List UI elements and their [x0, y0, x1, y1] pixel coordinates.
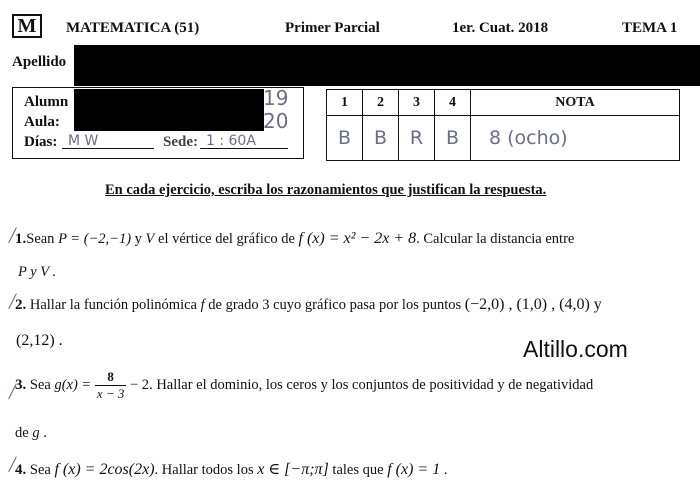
grade-mark-3: R	[399, 116, 435, 161]
grade-header-nota: NOTA	[471, 90, 680, 116]
alumno-label: Alumn	[24, 94, 69, 110]
exercise-1-line2: P y V .	[18, 264, 57, 280]
apellido-label: Apellido	[12, 54, 67, 70]
exercise-4-function: f (x) = 2cos(2x)	[54, 461, 155, 478]
exercise-1	[15, 230, 574, 248]
exercise-4-number: 4.	[15, 462, 27, 478]
check-mark-4: /	[7, 451, 18, 479]
exercise-1-text-c: y	[131, 231, 146, 247]
exercise-2-f: f	[200, 297, 205, 313]
exercise-3-fraction	[95, 369, 127, 402]
exam-code: M	[17, 15, 37, 37]
exercise-2-number: 2.	[15, 297, 27, 313]
exam-code-box	[12, 14, 42, 38]
check-mark-2: /	[7, 288, 18, 316]
exercise-1-text-e: el vértice del gráfico de	[154, 231, 299, 247]
exercise-4-interval: x ∈ [−π;π]	[257, 461, 329, 478]
subject-title: MATEMATICA (51)	[66, 20, 200, 36]
dias-handwritten: M W	[68, 133, 99, 149]
grade-nota: 8 (ocho)	[471, 116, 680, 161]
grade-header-2: 2	[363, 90, 399, 116]
exercise-3-number: 3.	[15, 376, 27, 393]
exercise-2-line2: (2,12) .	[16, 332, 63, 349]
alumno-handwritten: 19	[263, 86, 289, 110]
grade-header-3: 3	[399, 90, 435, 116]
exercise-4	[15, 459, 447, 479]
redaction-student	[74, 89, 264, 131]
fraction-denominator: x − 3	[96, 386, 125, 401]
exercise-3-text-a: Sea	[26, 376, 55, 393]
exercise-2-text-c: de grado 3 cuyo gráfico pasa por los puntos	[204, 297, 465, 313]
aula-label: Aula:	[24, 114, 60, 130]
term: 1er. Cuat. 2018	[452, 20, 549, 36]
watermark: Altillo.com	[523, 336, 628, 362]
exercise-1-function: f (x) = x² − 2x + 8	[298, 230, 417, 247]
grade-mark-1: B	[327, 116, 363, 161]
exercise-4-equation: f (x) = 1	[387, 461, 441, 478]
exercise-3-line2-a: de	[15, 425, 33, 441]
exercise-1-v: V	[145, 231, 155, 247]
exam-name: Primer Parcial	[285, 20, 380, 36]
aula-handwritten: 20	[263, 109, 289, 133]
grade-mark-4: B	[435, 116, 471, 161]
dias-label: Días:	[24, 134, 58, 150]
check-mark-3: /	[7, 378, 18, 406]
fraction-numerator: 8	[95, 369, 127, 386]
exercise-3-text-d: . Hallar el dominio, los ceros y los conjuntos de positividad y de negatividad	[149, 376, 594, 393]
grade-header-row	[327, 90, 680, 116]
exercise-3-line2-c: .	[39, 425, 47, 441]
exercise-3-line2-g: g	[32, 425, 40, 441]
exercise-1-number: 1.	[15, 231, 27, 247]
exercise-3-line2	[15, 425, 47, 442]
grade-header-4: 4	[435, 90, 471, 116]
exercise-2-text-a: Hallar la función polinómica	[26, 297, 201, 313]
exercise-4-text-c: . Hallar todos los	[154, 462, 258, 478]
exercise-2-points: (−2,0) , (1,0) , (4,0) y	[464, 296, 602, 313]
exercise-4-text-a: Sea	[26, 462, 55, 478]
exercise-1-text-g: . Calcular la distancia entre	[416, 231, 575, 247]
grade-mark-2: B	[363, 116, 399, 161]
topic: TEMA 1	[622, 20, 678, 36]
sede-handwritten: 1 : 60A	[206, 133, 256, 149]
grade-header-1: 1	[327, 90, 363, 116]
grade-table	[326, 89, 680, 161]
instruction: En cada ejercicio, escriba los razonamientos que justifican la respuesta.	[105, 182, 547, 198]
grade-values-row	[327, 116, 680, 161]
exercise-1-text-a: Sean	[26, 231, 59, 247]
exercise-3-minus: − 2	[130, 376, 150, 393]
exercise-2	[15, 296, 602, 314]
exercise-4-text-e: tales que	[328, 462, 388, 478]
exercise-3-gx: g(x) =	[54, 376, 92, 393]
sede-label: Sede:	[163, 134, 198, 150]
redaction-apellido	[74, 45, 700, 86]
exercise-4-text-g: .	[440, 462, 448, 478]
check-mark-1: /	[7, 222, 18, 250]
exercise-3	[15, 369, 593, 402]
exercise-1-point-p: P = (−2,−1)	[58, 231, 132, 247]
